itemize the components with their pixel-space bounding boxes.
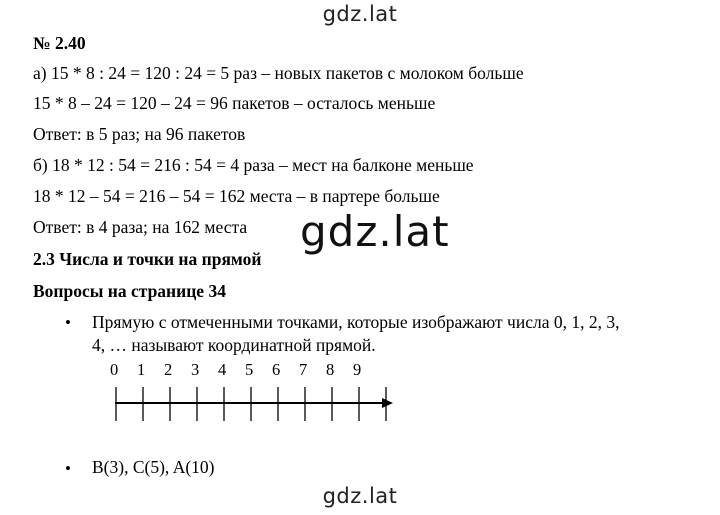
number-line-labels — [110, 360, 361, 379]
task-answer-1: Ответ: в 5 раз; на 96 пакетов — [33, 124, 246, 144]
number-line-label: 9 — [353, 360, 362, 379]
bullet-1-line-1: Прямую с отмеченными точками, которые изображают числа 0, 1, 2, 3, — [92, 312, 620, 332]
section-title: 2.3 Числа и точки на прямой — [33, 249, 262, 269]
number-line-label: 7 — [299, 360, 308, 379]
number-line-label: 1 — [137, 360, 146, 379]
task-number: № 2.40 — [33, 33, 86, 53]
coordinate-line — [0, 355, 720, 435]
number-line-label: 3 — [191, 360, 200, 379]
bullet-1-line-2: 4, … называют координатной прямой. — [92, 335, 376, 355]
task-line-2: 15 * 8 – 24 = 120 – 24 = 96 пакетов – осталось меньше — [33, 93, 436, 113]
number-line-label: 2 — [164, 360, 173, 379]
number-line-label: 8 — [326, 360, 335, 379]
number-line-arrowhead — [382, 398, 393, 408]
watermark-bottom: gdz.lat — [322, 484, 398, 508]
task-line-3: б) 18 * 12 : 54 = 216 : 54 = 4 раза – мест на балконе меньше — [33, 155, 474, 175]
number-line-label: 5 — [245, 360, 254, 379]
bullet-marker-2: • — [65, 459, 71, 478]
task-line-1: а) 15 * 8 : 24 = 120 : 24 = 5 раз – новых пакетов с молоком больше — [33, 63, 524, 83]
watermark-top: gdz.lat — [322, 2, 398, 26]
number-line-label: 6 — [272, 360, 281, 379]
number-line-label: 0 — [110, 360, 119, 379]
bullet-2-text: B(3), C(5), A(10) — [92, 457, 215, 477]
number-line-label: 4 — [218, 360, 227, 379]
task-line-4: 18 * 12 – 54 = 216 – 54 = 162 места – в партере больше — [33, 186, 440, 206]
questions-title: Вопросы на странице 34 — [33, 281, 226, 301]
watermark-center: gdz.lat — [300, 207, 450, 256]
task-answer-2: Ответ: в 4 раза; на 162 места — [33, 217, 248, 237]
bullet-marker-1: • — [65, 313, 71, 332]
